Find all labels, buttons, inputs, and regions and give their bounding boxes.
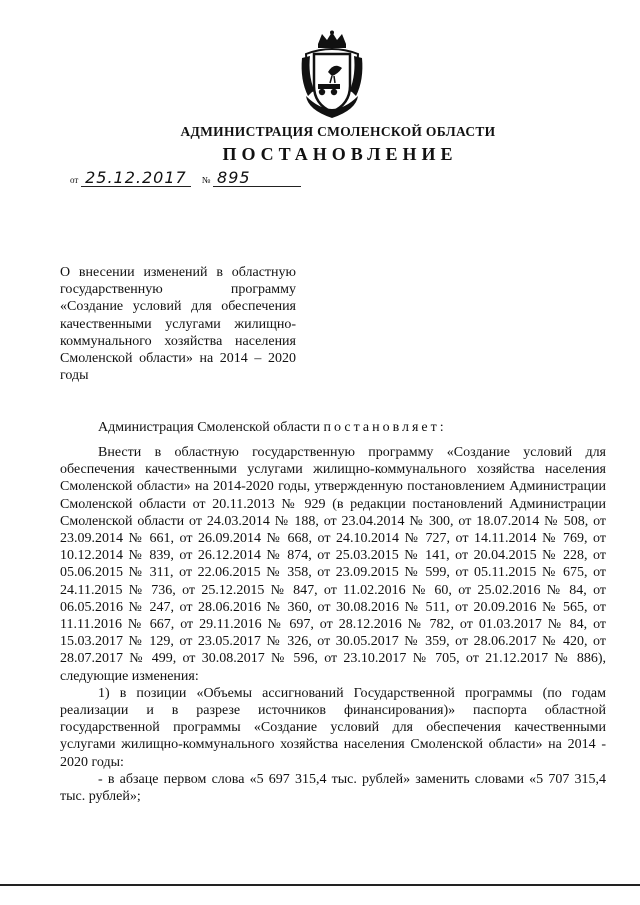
document-body [60, 444, 606, 805]
date-number-line [70, 170, 301, 187]
bottom-divider [0, 884, 640, 886]
preamble-verb: постановляет: [323, 420, 447, 435]
organization-name: АДМИНИСТРАЦИЯ СМОЛЕНСКОЙ ОБЛАСТИ [180, 124, 496, 139]
preamble-text: Администрация Смоленской области [98, 420, 321, 435]
coat-of-arms-icon [296, 30, 368, 122]
date-value: 25.12.2017 [81, 170, 191, 187]
preamble [98, 420, 447, 436]
body-paragraph-2: 1) в позиции «Объемы ассигнований Государственной программы (по годам реализации и в разрезе источников финансирования)» паспорта областной государственной программы «Создание условий для обеспечения качественными услугами жилищно-коммунального хозяйства населения Смоленской области» на 2014 - 2020 годы: [60, 685, 606, 770]
body-paragraph-1: Внести в областную государственную программу «Создание условий для обеспечения качественными услугами жилищно-коммунального хозяйства населения Смоленской области» на 2014-2020 годы, утвержденную постановлением Администрации Смоленской области от 20.11.2013 № 929 (в редакции постановлений Администрации Смоленской области от 24.03.2014 № 188, от 23.04.2014 № 300, от 18.07.2014 № 508, от 23.09.2014 № 661, от 26.09.2014 № 668, от 24.10.2014 № 727, от 14.11.2014 № 769, от 10.12.2014 № 839, от 26.12.2014 № 874, от 25.03.2015 № 141, от 20.04.2015 № 228, от 05.06.2015 № 311, от 22.06.2015 № 358, от 23.09.2015 № 599, от 05.11.2015 № 675, от 24.11.2015 № 736, от 25.12.2015 № 847, от 11.02.2016 № 60, от 25.02.2016 № 84, от 06.05.2016 № 247, от 28.06.2016 № 360, от 30.08.2016 № 511, от 20.09.2016 № 565, от 11.11.2016 № 667, от 29.11.2016 № 697, от 28.12.2016 № 782, от 01.03.2017 № 84, от 15.03.2017 № 129, от 23.05.2017 № 326, от 30.05.2017 № 359, от 28.06.2017 № 420, от 28.07.2017 № 499, от 30.08.2017 № 596, от 23.10.2017 № 705, от 21.12.2017 № 886), следующие изменения: [60, 445, 606, 684]
date-label: от [70, 175, 79, 185]
body-paragraph-3: - в абзаце первом слова «5 697 315,4 тыс. рублей» заменить словами «5 707 315,4 тыс. рублей»; [60, 771, 606, 805]
document-subject: О внесении изменений в областную государственную программу «Создание условий для обеспечения качественными услугами жилищно-коммунального хозяйства населения Смоленской области» на 2014 – 2020 годы [60, 265, 296, 384]
number-label: № [201, 175, 211, 185]
document-type: ПОСТАНОВЛЕНИЕ [222, 144, 458, 164]
number-value: 895 [213, 170, 301, 187]
